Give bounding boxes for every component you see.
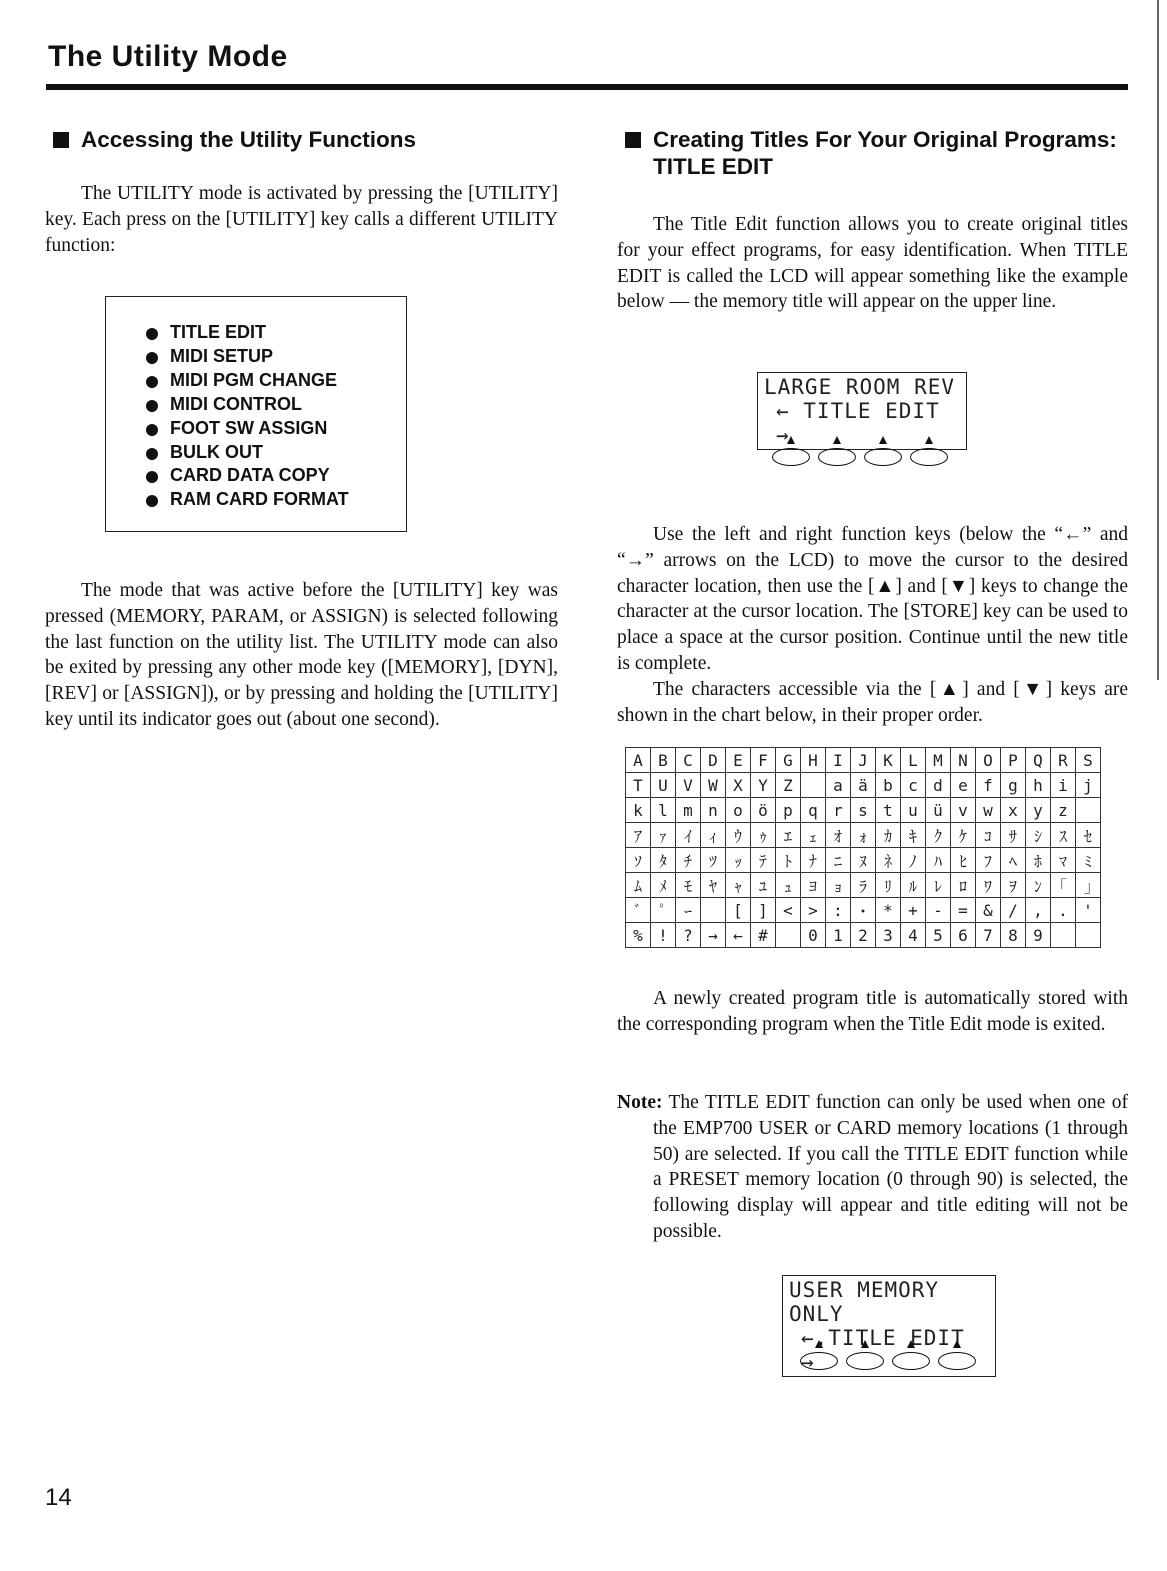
up-arrow-icon xyxy=(953,1340,961,1348)
character-cell: Y xyxy=(751,773,776,798)
character-cell: f xyxy=(976,773,1001,798)
character-cell: ﾑ xyxy=(626,873,651,898)
character-cell: ﾗ xyxy=(851,873,876,898)
character-cell: ﾚ xyxy=(926,873,951,898)
character-cell: > xyxy=(801,898,826,923)
character-cell: ﾇ xyxy=(851,848,876,873)
character-cell: k xyxy=(626,798,651,823)
left-intro-paragraph: The UTILITY mode is activated by pressing the [UTILITY] key. Each press on the [UTILITY] key calls a different UTILITY function: xyxy=(45,183,558,256)
key-oval-icon xyxy=(800,1352,838,1370)
character-cell xyxy=(1051,923,1076,948)
utility-function-item: CARD DATA COPY xyxy=(146,464,406,488)
character-chart-row xyxy=(626,773,1101,798)
character-cell: 9 xyxy=(1026,923,1051,948)
character-chart-row xyxy=(626,923,1101,948)
character-cell: ﾎ xyxy=(1026,848,1051,873)
up-arrow-icon xyxy=(815,1340,823,1348)
character-cell: ﾁ xyxy=(676,848,701,873)
key-oval-icon xyxy=(892,1352,930,1370)
character-cell: r xyxy=(826,798,851,823)
function-key-1 xyxy=(800,1340,838,1368)
character-cell: 3 xyxy=(876,923,901,948)
note-label: Note: xyxy=(617,1092,663,1113)
character-cell: ! xyxy=(651,923,676,948)
character-cell: t xyxy=(876,798,901,823)
utility-function-item: MIDI CONTROL xyxy=(146,393,406,417)
character-cell: : xyxy=(826,898,851,923)
character-cell: v xyxy=(951,798,976,823)
lcd-line-2: ← TITLE EDIT → xyxy=(776,399,940,447)
character-cell: ｢ xyxy=(1051,873,1076,898)
character-cell: ﾔ xyxy=(701,873,726,898)
character-cell: ｮ xyxy=(826,873,851,898)
character-cell xyxy=(1076,923,1101,948)
character-cell: # xyxy=(751,923,776,948)
character-cell: i xyxy=(1051,773,1076,798)
left-section-heading xyxy=(45,126,558,153)
character-chart-row xyxy=(626,823,1101,848)
character-cell: < xyxy=(776,898,801,923)
character-cell: ･ xyxy=(851,898,876,923)
character-cell: ﾒ xyxy=(651,873,676,898)
utility-function-list-box xyxy=(105,296,407,532)
character-cell: ｳ xyxy=(726,823,751,848)
character-cell: [ xyxy=(726,898,751,923)
page-edge-line xyxy=(1157,0,1159,680)
character-cell: j xyxy=(1076,773,1101,798)
square-bullet-icon xyxy=(53,132,69,148)
character-cell: H xyxy=(801,748,826,773)
utility-function-list xyxy=(146,321,406,512)
character-cell: ﾙ xyxy=(901,873,926,898)
character-cell: ｽ xyxy=(1051,823,1076,848)
character-cell: W xyxy=(701,773,726,798)
character-cell: D xyxy=(701,748,726,773)
character-cell: a xyxy=(826,773,851,798)
character-cell: ｫ xyxy=(851,823,876,848)
up-arrow-icon xyxy=(787,436,795,444)
function-key-2 xyxy=(818,436,856,464)
key-oval-icon xyxy=(910,448,948,466)
character-chart-row xyxy=(626,873,1101,898)
characters-paragraph: The characters accessible via the [▲] and [▼] keys are shown in the chart below, in their proper order. xyxy=(617,678,1128,726)
right-heading-text: Creating Titles For Your Original Programs: TITLE EDIT xyxy=(653,127,1117,179)
stored-paragraph-block xyxy=(617,986,1128,1038)
square-bullet-icon xyxy=(625,132,641,148)
character-cell: ä xyxy=(851,773,876,798)
character-cell: ﾘ xyxy=(876,873,901,898)
character-cell: G xyxy=(776,748,801,773)
character-cell: % xyxy=(626,923,651,948)
character-cell: + xyxy=(901,898,926,923)
character-cell: ｼ xyxy=(1026,823,1051,848)
page-number: 14 xyxy=(45,1484,72,1511)
utility-function-item: BULK OUT xyxy=(146,441,406,465)
character-cell: ｯ xyxy=(726,848,751,873)
character-cell: ｬ xyxy=(726,873,751,898)
character-cell: ｣ xyxy=(1076,873,1101,898)
character-cell: b xyxy=(876,773,901,798)
exit-paragraph-block xyxy=(45,578,558,733)
function-key-1 xyxy=(772,436,810,464)
utility-function-item: TITLE EDIT xyxy=(146,321,406,345)
character-cell: 0 xyxy=(801,923,826,948)
character-cell: = xyxy=(951,898,976,923)
character-cell: ] xyxy=(751,898,776,923)
key-oval-icon xyxy=(818,448,856,466)
character-cell: N xyxy=(951,748,976,773)
character-cell: T xyxy=(626,773,651,798)
character-cell: U xyxy=(651,773,676,798)
character-cell: ﾅ xyxy=(801,848,826,873)
up-arrow-icon xyxy=(879,436,887,444)
up-arrow-icon xyxy=(861,1340,869,1348)
up-arrow-icon xyxy=(907,1340,915,1348)
cursor-paragraph: Use the left and right function keys (below the “←” and “→” arrows on the LCD) to move the cursor to the desired character location, then use the [▲] and [▼] keys to change the character at the cursor location. The [STORE] key can be used to place a space at the cursor position. Continue until the new title is complete. xyxy=(617,524,1128,674)
character-cell: ｸ xyxy=(926,823,951,848)
character-cell: O xyxy=(976,748,1001,773)
note-text: The TITLE EDIT function can only be used when one of the EMP700 USER or CARD memory locations (1 through 50) are selected. If you call the TITLE EDIT function while a PRESET memory location (0 through 90) is selected, the following display will appear and title editing will not be possible. xyxy=(653,1092,1128,1242)
character-cell: ﾆ xyxy=(826,848,851,873)
function-key-2 xyxy=(846,1340,884,1368)
character-cell: ｺ xyxy=(976,823,1001,848)
character-cell: - xyxy=(926,898,951,923)
character-cell: ﾞ xyxy=(626,898,651,923)
character-cell: 6 xyxy=(951,923,976,948)
character-cell: ﾛ xyxy=(951,873,976,898)
character-cell: . xyxy=(1051,898,1076,923)
character-cell: ﾋ xyxy=(951,848,976,873)
character-cell: h xyxy=(1026,773,1051,798)
key-oval-icon xyxy=(938,1352,976,1370)
character-cell: J xyxy=(851,748,876,773)
character-cell: m xyxy=(676,798,701,823)
character-cell: , xyxy=(1026,898,1051,923)
character-cell: ｰ xyxy=(676,898,701,923)
function-key-3 xyxy=(864,436,902,464)
character-cell: ｧ xyxy=(651,823,676,848)
character-cell: 2 xyxy=(851,923,876,948)
utility-function-item: MIDI SETUP xyxy=(146,345,406,369)
right-section-heading xyxy=(617,126,1128,180)
exit-paragraph: The mode that was active before the [UTILITY] key was pressed (MEMORY, PARAM, or ASSIGN) is selected following the last function on the utility list. The UTILITY mode can also be exited by pressing any other mode key ([MEMORY], [DYN], [REV] or [ASSIGN]), or by pressing and holding the [UTILITY] key until its indicator goes out (about one second). xyxy=(45,580,558,730)
character-cell: q xyxy=(801,798,826,823)
character-cell xyxy=(801,773,826,798)
character-cell: ö xyxy=(751,798,776,823)
character-cell: → xyxy=(701,923,726,948)
character-cell: B xyxy=(651,748,676,773)
character-cell: Q xyxy=(1026,748,1051,773)
character-cell: ｪ xyxy=(801,823,826,848)
up-arrow-icon xyxy=(833,436,841,444)
character-cell: 4 xyxy=(901,923,926,948)
character-cell: n xyxy=(701,798,726,823)
character-chart-row xyxy=(626,898,1101,923)
right-intro-paragraph: The Title Edit function allows you to create original titles for your effect programs, for easy identification. When TITLE EDIT is called the LCD will appear something like the example below — the memory title will appear on the upper line. xyxy=(617,214,1128,313)
character-cell: ﾐ xyxy=(1076,848,1101,873)
character-cell: o xyxy=(726,798,751,823)
lcd-line-1: LARGE ROOM REV xyxy=(764,375,956,399)
character-cell: y xyxy=(1026,798,1051,823)
character-cell: c xyxy=(901,773,926,798)
page-title: The Utility Mode xyxy=(48,40,288,73)
character-cell: ﾖ xyxy=(801,873,826,898)
character-cell: & xyxy=(976,898,1001,923)
character-cell: l xyxy=(651,798,676,823)
character-chart-row xyxy=(626,798,1101,823)
key-oval-icon xyxy=(772,448,810,466)
character-cell: ← xyxy=(726,923,751,948)
character-cell: ﾕ xyxy=(751,873,776,898)
character-chart xyxy=(625,747,1101,948)
character-cell: P xyxy=(1001,748,1026,773)
character-cell: A xyxy=(626,748,651,773)
character-cell: u xyxy=(901,798,926,823)
character-cell: ' xyxy=(1076,898,1101,923)
function-key-4 xyxy=(938,1340,976,1368)
character-cell: C xyxy=(676,748,701,773)
left-column xyxy=(45,120,558,730)
character-cell: ﾉ xyxy=(901,848,926,873)
character-cell: ﾊ xyxy=(926,848,951,873)
character-cell xyxy=(701,898,726,923)
character-cell xyxy=(1076,798,1101,823)
character-cell: X xyxy=(726,773,751,798)
character-cell: 8 xyxy=(1001,923,1026,948)
utility-function-item: FOOT SW ASSIGN xyxy=(146,417,406,441)
utility-function-item: MIDI PGM CHANGE xyxy=(146,369,406,393)
character-cell: ﾓ xyxy=(676,873,701,898)
stored-paragraph: A newly created program title is automatically stored with the corresponding program when the Title Edit mode is exited. xyxy=(617,988,1128,1035)
left-heading-text: Accessing the Utility Functions xyxy=(81,127,417,152)
character-cell: ｦ xyxy=(1001,873,1026,898)
character-cell: z xyxy=(1051,798,1076,823)
character-cell: ｵ xyxy=(826,823,851,848)
character-cell: ﾈ xyxy=(876,848,901,873)
character-cell: ﾏ xyxy=(1051,848,1076,873)
character-cell: ﾂ xyxy=(701,848,726,873)
utility-function-item: RAM CARD FORMAT xyxy=(146,488,406,512)
character-cell: V xyxy=(676,773,701,798)
character-chart-row xyxy=(626,848,1101,873)
cursor-paragraphs xyxy=(617,522,1128,728)
character-cell: 1 xyxy=(826,923,851,948)
key-oval-icon xyxy=(846,1352,884,1370)
lcd-line-2: ←.TITLE EDIT → xyxy=(801,1326,965,1374)
character-cell: ｴ xyxy=(776,823,801,848)
character-cell: ｲ xyxy=(676,823,701,848)
character-cell: ｹ xyxy=(951,823,976,848)
character-cell: 7 xyxy=(976,923,1001,948)
character-cell: s xyxy=(851,798,876,823)
character-cell: I xyxy=(826,748,851,773)
character-cell: ｱ xyxy=(626,823,651,848)
character-cell: ｨ xyxy=(701,823,726,848)
character-cell: F xyxy=(751,748,776,773)
character-cell: g xyxy=(1001,773,1026,798)
character-cell: d xyxy=(926,773,951,798)
character-cell: e xyxy=(951,773,976,798)
lcd-line-1: USER MEMORY ONLY xyxy=(789,1278,940,1326)
character-cell: E xyxy=(726,748,751,773)
title-rule xyxy=(46,84,1128,90)
note-paragraph xyxy=(617,1090,1128,1245)
character-cell: x xyxy=(1001,798,1026,823)
character-cell: ｩ xyxy=(751,823,776,848)
character-cell: w xyxy=(976,798,1001,823)
character-cell: R xyxy=(1051,748,1076,773)
character-cell: 5 xyxy=(926,923,951,948)
function-keys xyxy=(772,436,948,464)
character-cell: ｶ xyxy=(876,823,901,848)
function-keys xyxy=(800,1340,976,1368)
character-cell: K xyxy=(876,748,901,773)
character-cell: ｻ xyxy=(1001,823,1026,848)
character-cell: ? xyxy=(676,923,701,948)
character-cell: ﾌ xyxy=(976,848,1001,873)
character-cell: ﾀ xyxy=(651,848,676,873)
character-cell: ﾍ xyxy=(1001,848,1026,873)
character-cell: L xyxy=(901,748,926,773)
key-oval-icon xyxy=(864,448,902,466)
character-cell: ｿ xyxy=(626,848,651,873)
character-cell: ﾃ xyxy=(751,848,776,873)
character-cell: / xyxy=(1001,898,1026,923)
character-cell: ｭ xyxy=(776,873,801,898)
character-cell: M xyxy=(926,748,951,773)
character-cell: ｾ xyxy=(1076,823,1101,848)
character-cell: S xyxy=(1076,748,1101,773)
character-cell: p xyxy=(776,798,801,823)
function-key-3 xyxy=(892,1340,930,1368)
character-cell: Z xyxy=(776,773,801,798)
function-key-4 xyxy=(910,436,948,464)
character-chart-row xyxy=(626,748,1101,773)
character-cell: ﾟ xyxy=(651,898,676,923)
character-cell: ｷ xyxy=(901,823,926,848)
character-cell: ü xyxy=(926,798,951,823)
character-cell: ﾝ xyxy=(1026,873,1051,898)
up-arrow-icon xyxy=(925,436,933,444)
character-cell: ﾄ xyxy=(776,848,801,873)
character-cell: ﾜ xyxy=(976,873,1001,898)
character-cell xyxy=(776,923,801,948)
right-column xyxy=(617,120,1128,1374)
character-cell: * xyxy=(876,898,901,923)
